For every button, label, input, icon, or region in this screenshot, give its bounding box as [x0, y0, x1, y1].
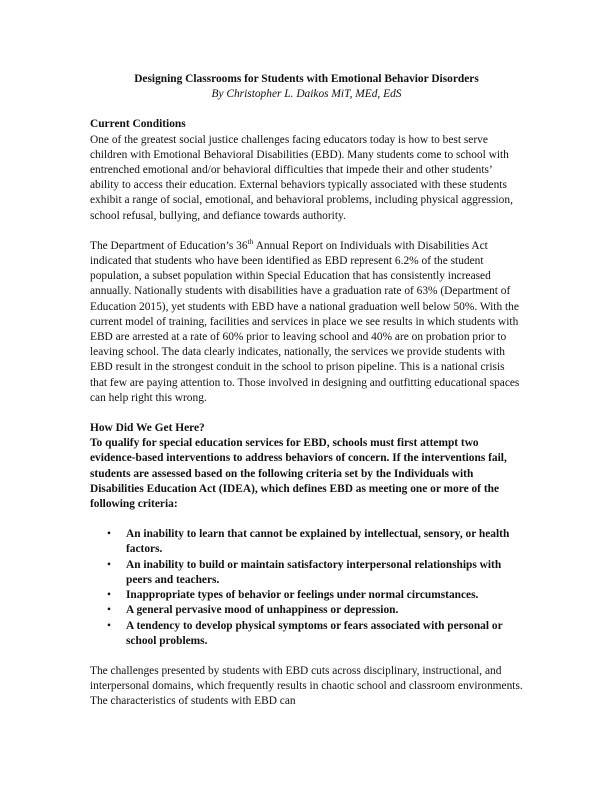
paragraph-current-conditions-2 [90, 239, 523, 406]
paragraph-current-conditions-1: One of the greatest social justice challenges facing educators today is how to best serve children with Emotional Behavioral Disabilities (EBD). Many students come to school with entrenched emotional and/or behavioral difficulties that impede their and other students’ ability to access their education. External behaviors typically associated with these students exhibit a range of social, emotional, and behavioral problems, including physical aggression, school refusal, bullying, and defiance towards authority. [90, 133, 513, 222]
criteria-text: Inappropriate types of behavior or feelings under normal circumstances. [126, 589, 479, 602]
bullet-icon: • [107, 619, 111, 632]
criteria-text: A tendency to develop physical symptoms or fears associated with personal or school problems. [126, 619, 503, 647]
paragraph-text-before-superscript: The Department of Education’s 36 [90, 239, 248, 252]
bullet-icon: • [107, 558, 111, 571]
document-title: Designing Classrooms for Students with Emotional Behavior Disorders [134, 73, 479, 85]
list-item [90, 527, 523, 557]
list-item [90, 619, 523, 649]
bullet-icon: • [107, 589, 111, 602]
ordinal-superscript: th [247, 237, 254, 247]
criteria-list [90, 512, 523, 649]
list-item [90, 603, 523, 618]
list-item [90, 588, 523, 603]
list-item [90, 558, 523, 588]
paragraph-eligibility-intro: To qualify for special education services for EBD, schools must first attempt two evidence-based interventions to address behaviors of concern. If the interventions fail, students are assessed based on the following criteria set by the Individuals with Disabilities Education Act (IDEA), which defines EBD as meeting one or more of the following criteria: [90, 437, 507, 511]
criteria-text: An inability to learn that cannot be explained by intellectual, sensory, or health factors. [126, 528, 510, 556]
criteria-text: A general pervasive mood of unhappiness or depression. [126, 604, 399, 617]
bullet-icon: • [107, 528, 111, 541]
section-heading-how-did-we-get-here: How Did We Get Here? [90, 422, 205, 435]
bullet-icon: • [107, 604, 111, 617]
paragraph-text-after-superscript: Annual Report on Individuals with Disabilities Act indicated that students who have been identified as EBD represent 6.2% of the student population, a subset population within Special Education that has consistently increased annually. Nationally students with disabilities have a graduation rate of 63% (Department of Education 2015), yet students with EBD have a national graduation well below 50%. With the current model of training, facilities and services in place we see results in which students with EBD are arrested at a rate of 60% prior to leaving school and 40% are on probation prior to leaving school. The data clearly indicates, nationally, the services we provide students with EBD result in the strongest conduit in the school to prison pipeline. This is a national crisis that few are paying attention to. Those involved in designing and outfitting educational spaces can help right this wrong. [90, 239, 520, 404]
criteria-text: An inability to build or maintain satisfactory interpersonal relationships with peers and teachers. [126, 558, 502, 586]
section-heading-current-conditions: Current Conditions [90, 118, 186, 131]
document-author: By Christopher L. Daikos MiT, MEd, EdS [211, 88, 402, 101]
document-body [90, 72, 523, 725]
paragraph-challenges: The challenges presented by students with EBD cuts across disciplinary, instructional, and interpersonal domains, which frequently results in chaotic school and classroom environments. The characteristics of students with EBD can [90, 664, 523, 708]
